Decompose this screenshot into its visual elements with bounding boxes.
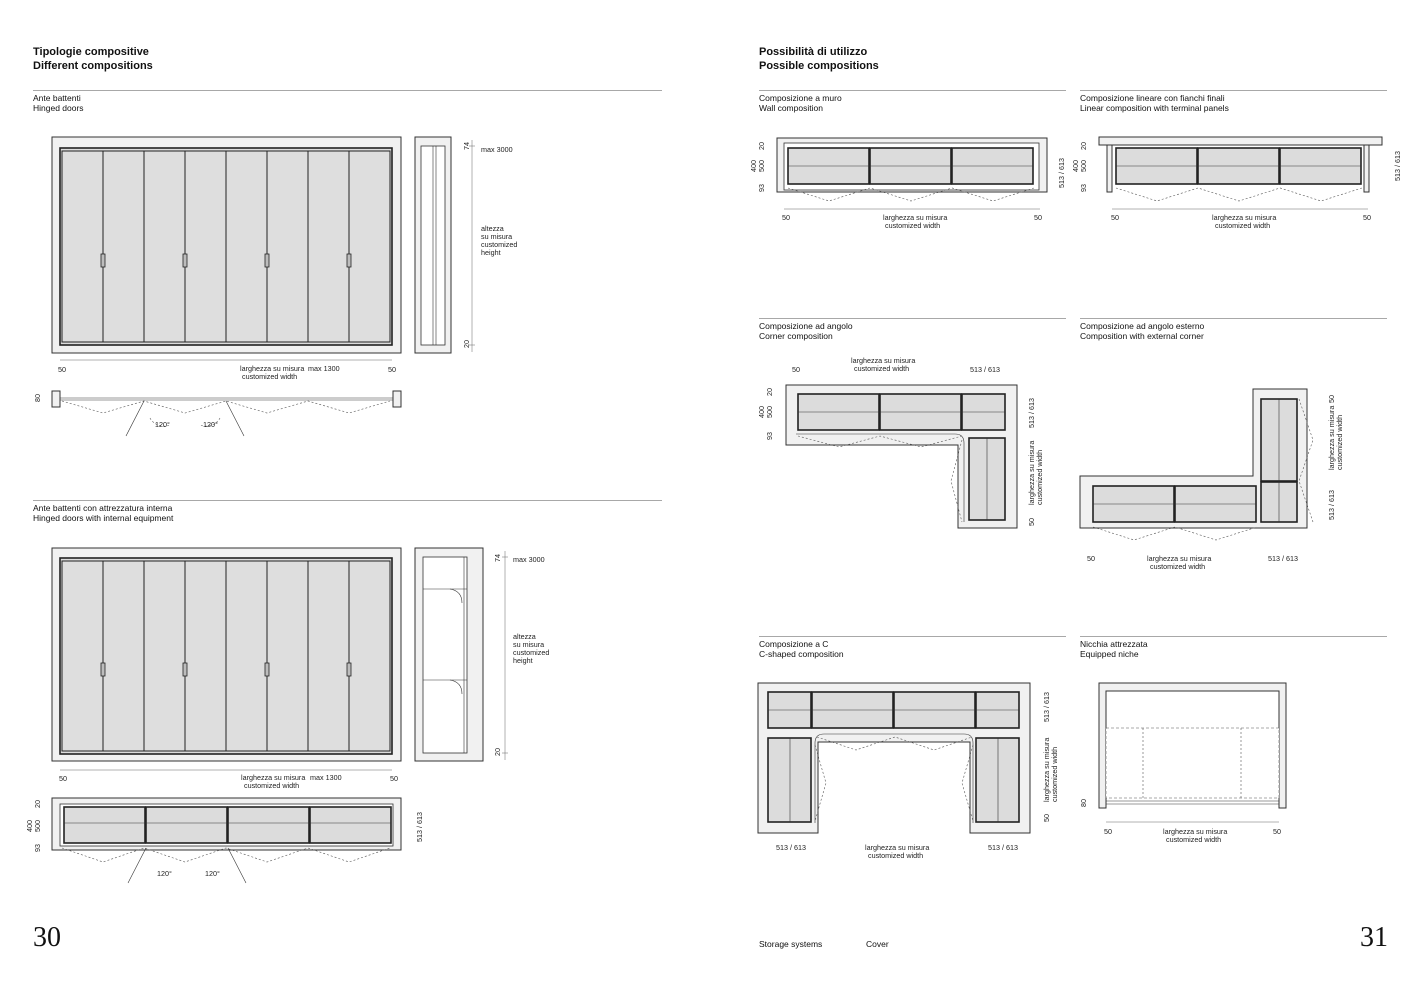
niche-it: Nicchia attrezzata: [1080, 639, 1148, 649]
corner-dim-depth-side: 513 / 613: [1027, 398, 1036, 428]
dim-500-c: 500: [33, 820, 42, 832]
dim-height-4: height: [481, 248, 501, 257]
dim-74-b: 74: [493, 554, 502, 562]
linear-composition-plan: [1099, 137, 1382, 209]
equipped-niche-plan: [1099, 683, 1286, 822]
c-dim-depth-side: 513 / 613: [1042, 692, 1051, 722]
niche-dim-80: 80: [1079, 799, 1088, 807]
left-header-it: Tipologie compositive: [33, 46, 149, 58]
dim-width-en: customized width: [242, 372, 298, 381]
corner-dim-width-it: larghezza su misura: [851, 356, 916, 365]
dim-93-c: 93: [33, 844, 42, 852]
dim-height-3: customized: [481, 240, 518, 249]
dim-20-c: 20: [33, 800, 42, 808]
section-hinged-doors-equipment-en: Hinged doors with internal equipment: [33, 513, 174, 523]
c-dim-width-en-side: customized width: [1050, 746, 1059, 802]
wall-dim-400: 400: [749, 160, 758, 172]
ext-corner-composition-it: Composizione ad angolo esterno: [1080, 321, 1205, 331]
door: [349, 151, 390, 342]
ext-dim-width-it: larghezza su misura: [1147, 554, 1212, 563]
c-dim-width-en: customized width: [868, 851, 924, 860]
corner-dim-width-it-side: larghezza su misura: [1027, 440, 1036, 505]
corner-dim-50: 50: [792, 365, 800, 374]
linear-dim-50-right: 50: [1363, 213, 1371, 222]
linear-dim-93: 93: [1079, 184, 1088, 192]
ext-dim-50: 50: [1087, 554, 1095, 563]
corner-composition-plan: [786, 385, 1017, 528]
ext-dim-depth-bottom: 513 / 613: [1268, 554, 1298, 563]
ext-dim-width-en: customized width: [1150, 562, 1206, 571]
ext-dim-50-side: 50: [1327, 395, 1336, 403]
dim-400-c: 400: [25, 820, 34, 832]
left-header-en: Different compositions: [33, 60, 153, 72]
dim-height-2: su misura: [481, 232, 513, 241]
hinged-doors-plan: [52, 391, 401, 436]
wall-dim-width-en: customized width: [885, 221, 941, 230]
dim-height-1: altezza: [481, 224, 504, 233]
door-handle: [101, 254, 105, 267]
dim-50-left: 50: [58, 365, 66, 374]
niche-dim-width-en: customized width: [1166, 835, 1222, 844]
corner-dim-400: 400: [757, 406, 766, 418]
dim-max-3000-b: max 3000: [513, 555, 545, 564]
corner-dim-width-en-side: customized width: [1035, 449, 1044, 505]
dim-width-en-b: customized width: [244, 781, 300, 790]
c-dim-width-it: larghezza su misura: [865, 843, 930, 852]
dim-80: 80: [33, 394, 42, 402]
equipped-doors-plan: [52, 798, 401, 883]
dim-angle-4: 120°: [205, 869, 220, 878]
section-hinged-doors-it: Ante battenti: [33, 93, 81, 103]
dim-angle-3: 120°: [157, 869, 172, 878]
dim-depth-c: 513 / 613: [415, 812, 424, 842]
page-number-left: 30: [33, 922, 61, 953]
section-hinged-doors-en: Hinged doors: [33, 103, 84, 113]
footer-storage-systems[interactable]: Storage systems: [759, 939, 823, 949]
linear-dim-400: 400: [1071, 160, 1080, 172]
c-dim-50-side: 50: [1042, 814, 1051, 822]
c-dim-depth-left: 513 / 613: [776, 843, 806, 852]
door: [267, 151, 308, 342]
dim-height-4-b: height: [513, 656, 533, 665]
linear-dim-width-it: larghezza su misura: [1212, 213, 1277, 222]
wall-dim-50-right: 50: [1034, 213, 1042, 222]
wall-dim-depth: 513 / 613: [1057, 158, 1066, 188]
wall-dim-width-it: larghezza su misura: [883, 213, 948, 222]
dim-50-right: 50: [388, 365, 396, 374]
dim-max-3000: max 3000: [481, 145, 513, 154]
c-dim-width-it-side: larghezza su misura: [1042, 737, 1051, 802]
door: [144, 151, 185, 342]
dim-20-b: 20: [493, 748, 502, 756]
door-handle: [183, 254, 187, 267]
niche-dim-50-left: 50: [1104, 827, 1112, 836]
equipped-doors-elevation: [52, 548, 401, 761]
dim-height-3-b: customized: [513, 648, 550, 657]
right-header-it: Possibilità di utilizzo: [759, 46, 868, 58]
corner-dim-width-en: customized width: [854, 364, 910, 373]
linear-dim-20: 20: [1079, 142, 1088, 150]
dim-angle-1: 120°: [155, 420, 170, 429]
ext-corner-composition-en: Composition with external corner: [1080, 331, 1204, 341]
wall-composition-it: Composizione a muro: [759, 93, 842, 103]
c-shaped-composition-en: C-shaped composition: [759, 649, 844, 659]
dim-50-left-b: 50: [59, 774, 67, 783]
dim-max-1300-b: max 1300: [310, 773, 342, 782]
ext-corner-composition-plan: [1080, 389, 1313, 540]
dim-width-it-b: larghezza su misura: [241, 773, 306, 782]
hinged-doors-side-section: [415, 137, 475, 353]
c-dim-depth-right: 513 / 613: [988, 843, 1018, 852]
corner-dim-93: 93: [765, 432, 774, 440]
c-shaped-composition-plan: [758, 683, 1030, 833]
dim-width-it: larghezza su misura: [240, 364, 305, 373]
dim-angle-2: 120°: [203, 420, 218, 429]
linear-composition-it: Composizione lineare con fianchi finali: [1080, 93, 1225, 103]
door: [62, 151, 103, 342]
corner-dim-depth-top: 513 / 613: [970, 365, 1000, 374]
ext-dim-depth-side: 513 / 613: [1327, 490, 1336, 520]
page-number-right: 31: [1360, 922, 1388, 953]
dim-height-1-b: altezza: [513, 632, 536, 641]
dim-74: 74: [462, 142, 471, 150]
corner-dim-20: 20: [765, 388, 774, 396]
right-header-en: Possible compositions: [759, 60, 879, 72]
door-handle: [265, 254, 269, 267]
corner-composition-it: Composizione ad angolo: [759, 321, 853, 331]
wall-composition-en: Wall composition: [759, 103, 823, 113]
wall-composition-plan: [777, 138, 1047, 209]
wall-dim-93: 93: [757, 184, 766, 192]
corner-dim-50-side: 50: [1027, 518, 1036, 526]
linear-dim-width-en: customized width: [1215, 221, 1271, 230]
door: [308, 151, 349, 342]
door: [103, 151, 144, 342]
linear-dim-50-left: 50: [1111, 213, 1119, 222]
niche-en: Equipped niche: [1080, 649, 1139, 659]
c-shaped-composition-it: Composizione a C: [759, 639, 829, 649]
wall-dim-50-left: 50: [782, 213, 790, 222]
dim-max-1300: max 1300: [308, 364, 340, 373]
dim-20: 20: [462, 340, 471, 348]
door: [185, 151, 226, 342]
wall-dim-20: 20: [757, 142, 766, 150]
linear-composition-en: Linear composition with terminal panels: [1080, 103, 1229, 113]
ext-dim-width-en-side: customized width: [1335, 414, 1344, 470]
door-handle: [347, 254, 351, 267]
section-hinged-doors-equipment-it: Ante battenti con attrezzatura interna: [33, 503, 173, 513]
linear-dim-depth: 513 / 613: [1393, 151, 1402, 181]
equipped-doors-side-section: [415, 548, 508, 761]
corner-dim-500: 500: [765, 406, 774, 418]
door: [226, 151, 267, 342]
linear-dim-500: 500: [1079, 160, 1088, 172]
dim-50-right-b: 50: [390, 774, 398, 783]
dim-height-2-b: su misura: [513, 640, 545, 649]
corner-composition-en: Corner composition: [759, 331, 833, 341]
niche-dim-50-right: 50: [1273, 827, 1281, 836]
wall-dim-500: 500: [757, 160, 766, 172]
footer-cover[interactable]: Cover: [866, 939, 889, 949]
niche-dim-width-it: larghezza su misura: [1163, 827, 1228, 836]
ext-dim-width-it-side: larghezza su misura: [1327, 405, 1336, 470]
hinged-doors-elevation: [52, 137, 401, 353]
